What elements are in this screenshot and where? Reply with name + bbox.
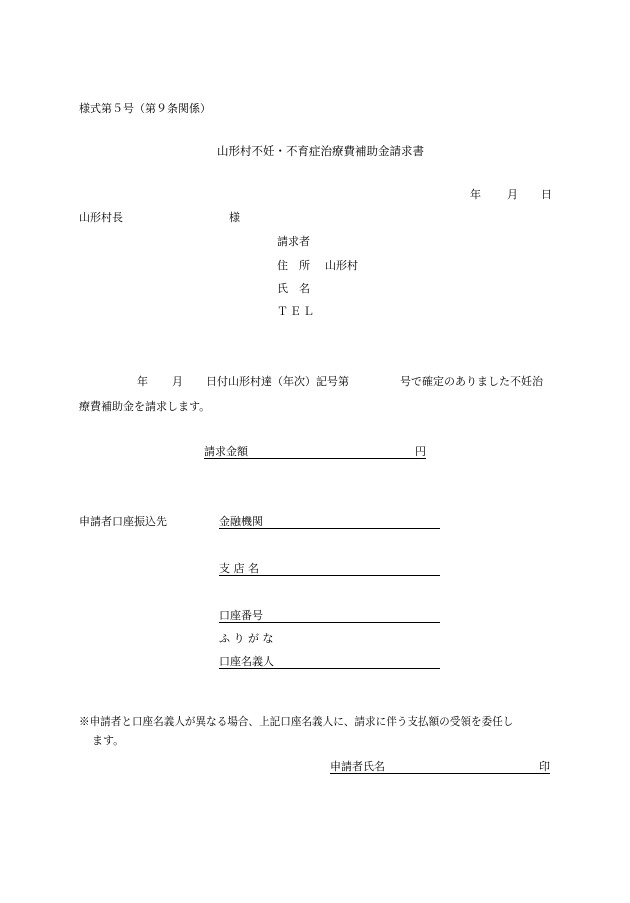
bank-branch-underline [219, 575, 440, 576]
address-label: 住 所 [277, 259, 310, 272]
body-year: 年 [137, 375, 148, 388]
body-text-1: 日付山形村達（年次）記号第 [206, 375, 349, 388]
body-month: 月 [172, 375, 183, 388]
form-number: 様式第５号（第９条関係） [79, 102, 211, 115]
account-number-label: 口座番号 [219, 609, 263, 622]
bank-institution-underline [219, 528, 440, 529]
bank-institution-label: 金融機関 [219, 515, 263, 528]
bank-branch-label: 支 店 名 [219, 562, 259, 575]
address-value: 山形村 [325, 259, 358, 272]
date-year: 年 [470, 188, 481, 201]
signature-label: 申請者氏名 [330, 760, 385, 773]
account-number-underline [219, 622, 440, 623]
date-day: 日 [541, 188, 552, 201]
note-line-2: ます。 [92, 734, 125, 747]
amount-underline [204, 458, 426, 459]
account-holder-underline [219, 668, 440, 669]
addressee-honorific: 様 [229, 211, 240, 224]
date-month: 月 [507, 188, 518, 201]
applicant-label: 請求者 [277, 235, 310, 248]
note-line-1: ※申請者と口座名義人が異なる場合、上記口座名義人に、請求に伴う支払額の受領を委任し [79, 716, 514, 728]
seal-mark: 印 [539, 760, 550, 773]
addressee-name: 山形村長 [79, 211, 123, 224]
amount-label: 請求金額 [204, 445, 248, 458]
account-holder-label: 口座名義人 [219, 655, 274, 668]
amount-unit: 円 [415, 445, 426, 458]
furigana-label: ふ り が な [219, 632, 274, 645]
body-line-2: 療費補助金を請求します。 [79, 400, 211, 413]
body-text-2: 号で確定のありました不妊治 [400, 375, 543, 388]
name-label: 氏 名 [277, 282, 310, 295]
page-title: 山形村不妊・不育症治療費補助金請求書 [217, 144, 424, 158]
signature-underline [330, 773, 550, 774]
bank-section-label: 申請者口座振込先 [79, 515, 167, 528]
tel-label: ＴＥＬ [277, 305, 316, 318]
